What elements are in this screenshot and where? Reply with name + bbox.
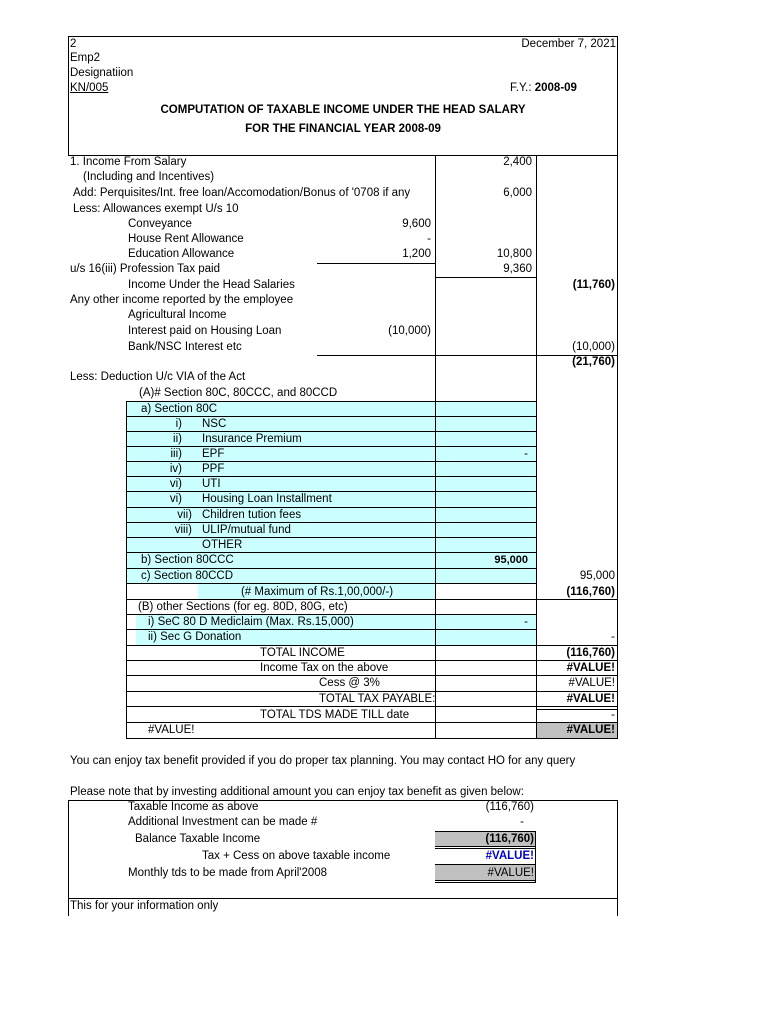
item-label-housing: Housing Loan Installment [202,493,332,505]
max-limit-note: (# Maximum of Rs.1,00,000/-) [240,586,394,598]
item-num: viii) [174,524,192,536]
page-subtitle: FOR THE FINANCIAL YEAR 2008-09 [245,123,441,135]
item-label-nsc: NSC [202,418,227,430]
frame-right [617,36,618,739]
bank-interest-label: Bank/NSC Interest etc [128,341,242,353]
income-salary-note: (Including and Incentives) [83,171,215,183]
item-label-tuition: Children tution fees [202,509,302,521]
taxable-income-value: (116,760) [485,801,534,813]
donation-label: ii) Sec G Donation [148,631,242,643]
education-label: Education Allowance [128,248,235,260]
income-tax-value: #VALUE! [566,662,615,674]
perquisites-label: Add: Perquisites/Int. free loan/Accomodation/Bonus of '0708 if any [73,187,411,199]
balance-error-label: #VALUE! [148,724,195,736]
bank-interest-value: (10,000) [572,341,615,353]
col-line-1 [435,155,436,739]
tax-cess-value: #VALUE! [485,850,534,862]
item-label-other: OTHER [202,539,243,551]
tds-label: TOTAL TDS MADE TILL date [260,709,410,721]
note-tax-planning: You can enjoy tax benefit provided if you do proper tax planning. You may contact HO for any query [70,755,576,767]
item-label-uti: UTI [202,478,221,490]
perquisites-value: 6,000 [503,187,532,199]
balance-error-value: #VALUE! [566,724,615,736]
tax-payable-value: #VALUE! [566,693,615,705]
tds-value: - [611,709,615,721]
section-80ccd-label: c) Section 80CCD [141,570,234,582]
section-a-title: (A)# Section 80C, 80CCC, and 80CCD [139,387,338,399]
mediclaim-value: - [524,616,528,628]
cess-value: #VALUE! [568,677,615,689]
footer-note: This for your information only [70,900,219,912]
employee-name: Emp2 [70,52,101,64]
mediclaim-label: i) SeC 80 D Mediclaim (Max. Rs.15,000) [148,616,354,628]
employee-id: KN/005 [70,82,109,94]
conveyance-value: 9,600 [402,218,431,230]
income-salary-label: 1. Income From Salary [70,156,187,168]
profession-tax-label: u/s 16(iii) Profession Tax paid [70,263,220,275]
conveyance-label: Conveyance [128,218,192,230]
housing-interest-value: (10,000) [388,325,431,337]
profession-tax-value: 9,360 [503,263,532,275]
income-salary-value: 2,400 [503,156,532,168]
monthly-tds-value: #VALUE! [487,867,534,879]
sec-a-left [126,401,127,739]
note-additional-investment: Please note that by investing additional amount you can enjoy tax benefit as given below: [70,786,524,798]
education-value: 1,200 [402,248,431,260]
item-num: vi) [169,478,182,490]
hra-value: - [427,233,431,245]
other-income-label: Any other income reported by the employee [70,294,294,306]
sheet-number: 2 [70,38,77,50]
designation: Designatiion [70,67,134,79]
item-num: iii) [170,448,182,460]
taxable-income-label: Taxable Income as above [128,801,259,813]
fy-value: 2008-09 [534,82,577,94]
hra-label: House Rent Allowance [128,233,244,245]
total-income-label: TOTAL INCOME [260,647,345,659]
item-num: i) [175,418,182,430]
col-line-2 [536,155,537,739]
other-underline [317,355,536,356]
report-date: December 7, 2021 [521,38,616,50]
page-title: COMPUTATION OF TAXABLE INCOME UNDER THE HEAD SALARY [160,104,526,116]
item-label-ppf: PPF [202,463,225,475]
head-salaries-value: (11,760) [572,279,615,291]
balance-taxable-value: (116,760) [485,833,534,845]
total-income-value: (116,760) [566,647,615,659]
head-salaries-label: Income Under the Head Salaries [128,279,295,291]
section-80ccc-value: 95,000 [494,554,528,566]
item-label-ulip: ULIP/mutual fund [202,524,291,536]
allowances-label: Less: Allowances exempt U/s 10 [73,203,239,215]
allowances-total: 10,800 [496,248,532,260]
donation-value: - [611,631,615,643]
income-tax-label: Income Tax on the above [260,662,389,674]
agri-income-label: Agricultural Income [128,309,227,321]
section-80c-label: a) Section 80C [141,403,218,415]
gross-total-value: (21,760) [572,356,615,368]
additional-investment-label: Additional Investment can be made # [128,816,318,828]
section-80ccd-value: 95,000 [579,570,615,582]
housing-interest-label: Interest paid on Housing Loan [128,325,282,337]
item-value-epf: - [524,448,528,460]
after-deduction-value: (116,760) [566,586,615,598]
tax-payable-label: TOTAL TAX PAYABLE: [319,693,436,705]
section-b-title: (B) other Sections (for eg. 80D, 80G, etc) [138,601,348,613]
fy-label: F.Y.: 2008-09 [510,82,577,94]
item-label-epf: EPF [202,448,225,460]
item-label-insurance: Insurance Premium [202,433,302,445]
frame-left [68,36,69,156]
cess-label: Cess @ 3% [319,677,380,689]
balance-taxable-label: Balance Taxable Income [135,833,261,845]
item-num: iv) [169,463,182,475]
monthly-tds-label: Monthly tds to be made from April'2008 [128,867,328,879]
section-80ccc-label: b) Section 80CCC [141,554,234,566]
tax-cess-label: Tax + Cess on above taxable income [202,850,391,862]
item-num: vii) [177,509,192,521]
deduction-title: Less: Deduction U/c VIA of the Act [70,371,246,383]
allow-underline [317,263,435,264]
pt-underline [435,277,536,278]
additional-investment-value: - [520,816,524,828]
item-num: vi) [169,493,182,505]
item-num: ii) [173,433,182,445]
